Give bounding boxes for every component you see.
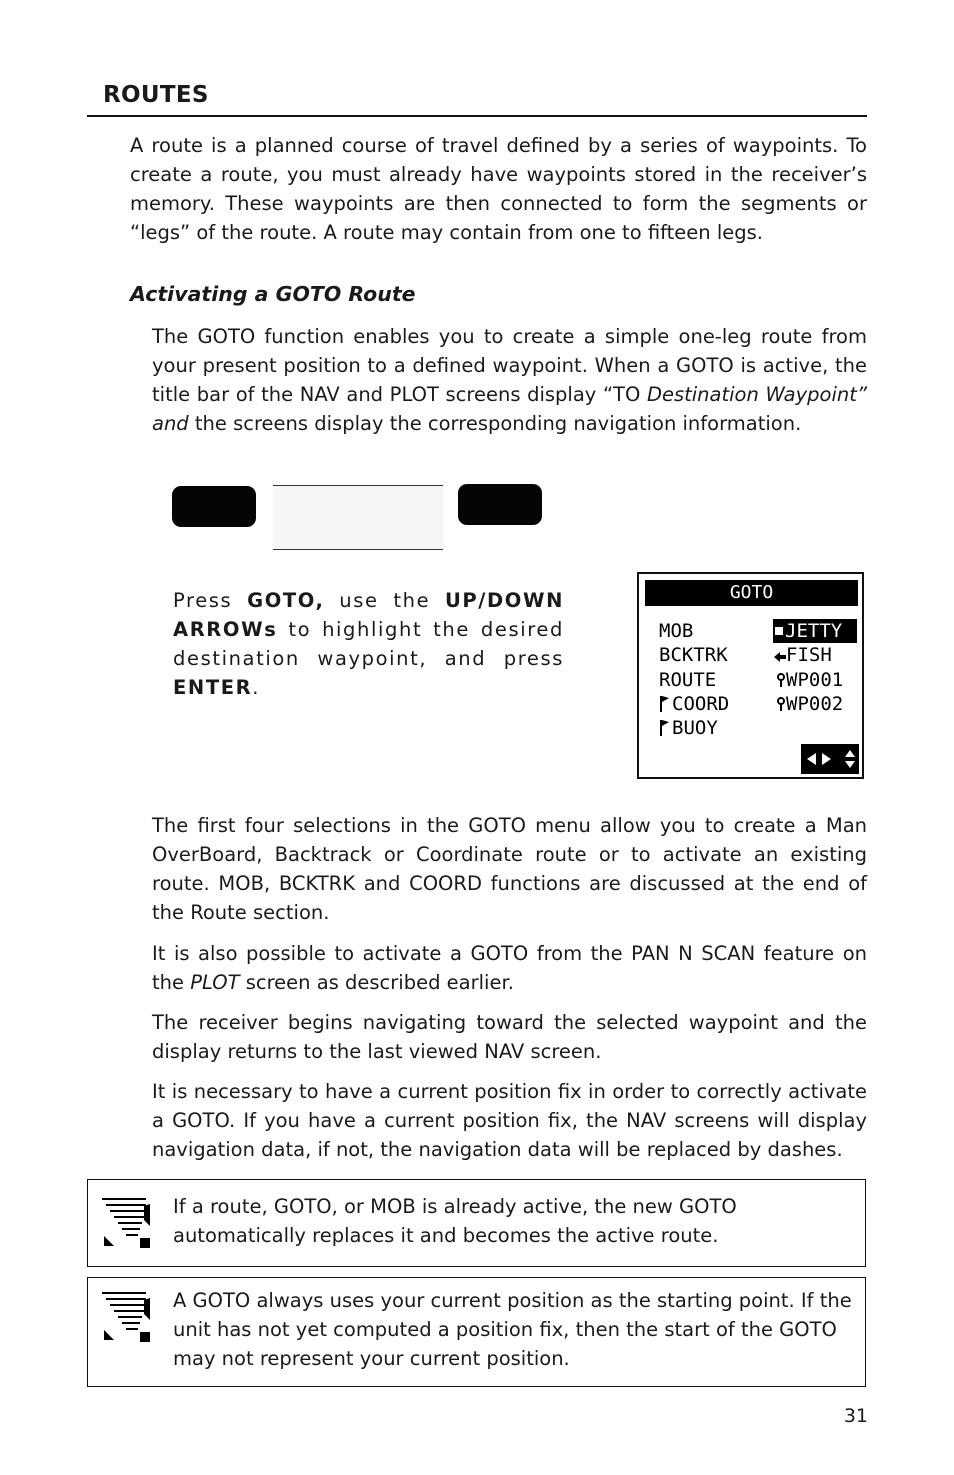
goto-desc-part-a: The GOTO function enables you to create a simple one-leg route from your present position to a defined waypoint. When a GOTO is active, the title bar of the NAV and PLOT screens display “TO [152, 325, 867, 406]
goto-description-paragraph [152, 322, 867, 438]
instruction-text-2: use the [324, 589, 445, 612]
flag-icon [659, 719, 669, 741]
subsection-title: Activating a GOTO Route [130, 282, 416, 306]
lcd-item-mob: MOB [659, 620, 694, 642]
instruction-text-1: Press [173, 589, 248, 612]
plot-emphasis: PLOT [190, 971, 240, 994]
note-box-2 [87, 1277, 866, 1387]
pan-scan-part-a: It is also possible to activate a GOTO from the PAN N SCAN feature on the [152, 942, 867, 994]
arrow-indicator-icon [801, 744, 859, 774]
position-fix-paragraph: It is necessary to have a current position fix in order to correctly activate a GOTO. If you have a current position fix, the NAV screens will display navigation data, if not, the navigation data will be replaced by dashes. [152, 1080, 867, 1161]
arrow-keypad-graphic [273, 485, 443, 550]
lcd-item-bcktrk: BCKTRK [659, 644, 728, 666]
goto-desc-part-b: the screens display the corresponding navigation information. [188, 412, 802, 435]
lcd-item-wp001: WP001 [786, 669, 844, 691]
goto-desc-emphasis: Destination Waypoint” and [152, 383, 867, 435]
note-box-1 [87, 1179, 866, 1267]
lcd-item-buoy: BUOY [672, 717, 718, 739]
lcd-item-route: ROUTE [659, 669, 717, 691]
pan-scan-paragraph [152, 939, 867, 997]
lcd-title-bar: GOTO [645, 580, 858, 606]
section-title: ROUTES [103, 82, 209, 108]
enter-key-graphic [458, 484, 542, 525]
lcd-item-coord: COORD [672, 693, 730, 715]
page-number: 31 [843, 1405, 868, 1427]
goto-key-label: GOTO, [247, 589, 325, 612]
note-text-1: If a route, GOTO, or MOB is already active, the new GOTO automatically replaces it and becomes the active route. [173, 1195, 737, 1247]
instruction-text-3: to highlight the desired destination waypoint, and press [173, 618, 564, 670]
navigation-paragraph: The receiver begins navigating toward the selected waypoint and the display returns to the last viewed NAV screen. [152, 1011, 867, 1063]
note-icon [100, 1290, 152, 1348]
lcd-item-jetty-label: JETTY [785, 620, 843, 642]
goto-key-graphic [172, 486, 256, 527]
pan-scan-part-b: screen as described earlier. [239, 971, 514, 994]
fish-icon [774, 648, 786, 667]
goto-menu-paragraph: The first four selections in the GOTO menu allow you to create a Man OverBoard, Backtrack or Coordinate route or to activate an existing route. MOB, BCKTRK and COORD functions are discussed at the end of the Route section. [152, 814, 867, 924]
note-icon [100, 1196, 152, 1254]
arrow-keys-label: UP/DOWN ARROWs [173, 589, 565, 641]
lcd-item-wp002: WP002 [786, 693, 844, 715]
enter-key-label: ENTER [173, 676, 253, 699]
square-icon [775, 627, 783, 635]
flag-icon [659, 695, 669, 717]
waypoint-icon [776, 696, 786, 716]
intro-paragraph: A route is a planned course of travel defined by a series of waypoints. To create a route, you must already have waypoints stored in the receiver’s memory. These waypoints are then connected to form the segments or “legs” of the route. A route may contain from one to fifteen legs. [130, 134, 867, 244]
instruction-text-4: . [252, 676, 261, 699]
goto-lcd-screen [637, 572, 864, 779]
title-rule [87, 115, 867, 117]
lcd-item-fish: FISH [786, 644, 832, 666]
instruction-paragraph [173, 586, 564, 702]
note-text-2: A GOTO always uses your current position as the starting point. If the unit has not yet computed a position fix, then the start of the GOTO may not represent your current position. [173, 1289, 852, 1370]
lcd-item-jetty-selected [773, 619, 857, 643]
waypoint-icon [776, 672, 786, 692]
